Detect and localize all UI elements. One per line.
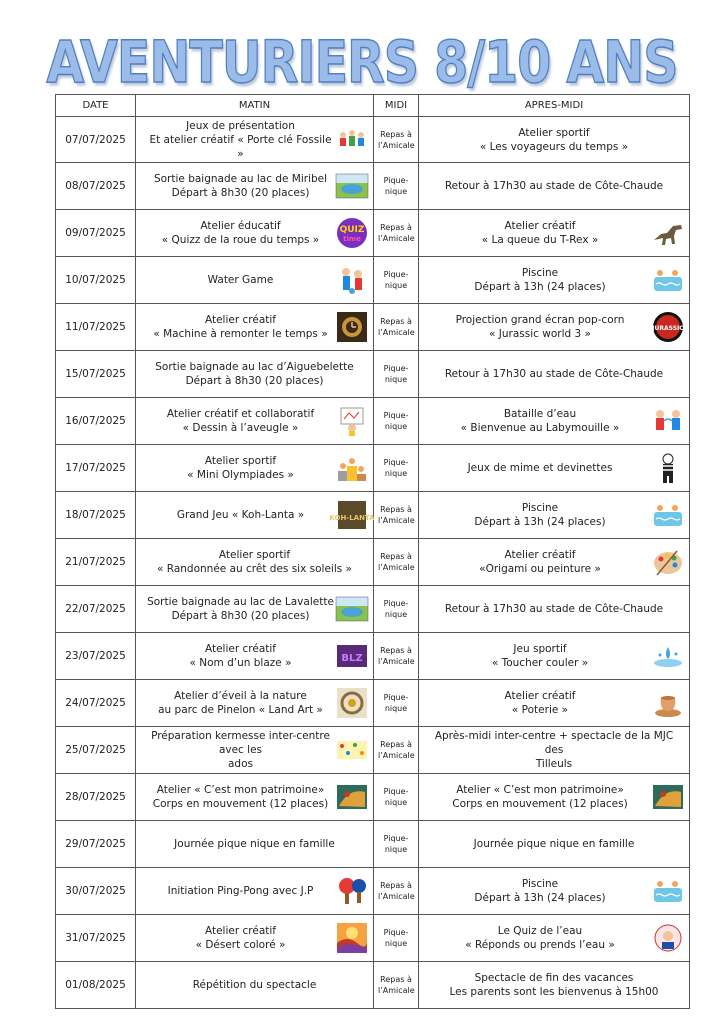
matin-line-2: « Désert coloré » xyxy=(195,939,286,951)
apres-line-2: Tilleuls xyxy=(535,758,573,770)
table-row xyxy=(56,398,690,445)
midi-line-1: Repas à xyxy=(380,646,412,655)
header-matin: MATIN xyxy=(136,95,374,117)
apres-text xyxy=(423,971,685,999)
apres-line-1: Jeux de mime et devinettes xyxy=(467,462,613,474)
apres-text xyxy=(423,729,685,771)
midi-line-1: Pique- xyxy=(383,176,409,185)
matin-line-2: Départ à 8h30 (20 places) xyxy=(185,375,324,387)
date-cell: 18/07/2025 xyxy=(56,492,136,539)
matin-cell xyxy=(136,774,374,821)
matin-line-2: Corps en mouvement (12 places) xyxy=(152,798,329,810)
apres-line-2: «Origami ou peinture » xyxy=(479,563,601,575)
apres-midi-cell xyxy=(419,539,690,586)
apres-line-2: Départ à 13h (24 places) xyxy=(474,892,606,904)
matin-line-1: Grand Jeu « Koh-Lanta » xyxy=(176,509,305,521)
apres-text xyxy=(423,689,685,717)
apres-line-1: Atelier « C’est mon patrimoine» xyxy=(456,784,624,796)
apres-midi-cell xyxy=(419,868,690,915)
apres-line-1: Journée pique nique en famille xyxy=(473,838,635,850)
table-row xyxy=(56,445,690,492)
paint-palette-icon-image xyxy=(651,545,685,579)
midi-line-2: l’Amicale xyxy=(378,563,415,572)
apres-midi-cell xyxy=(419,351,690,398)
drawing-child-illustration-image xyxy=(335,404,369,438)
midi-line-1: Pique- xyxy=(383,928,409,937)
matin-cell xyxy=(136,680,374,727)
apres-line-1: Le Quiz de l’eau xyxy=(497,925,583,937)
matin-line-2: « Machine à remonter le temps » xyxy=(153,328,328,340)
apres-line-1: Atelier créatif xyxy=(504,549,576,561)
matin-cell xyxy=(136,821,374,868)
apres-text xyxy=(423,501,685,529)
matin-text xyxy=(140,837,369,851)
date-cell: 24/07/2025 xyxy=(56,680,136,727)
matin-line-1: Atelier créatif xyxy=(204,314,276,326)
apres-text xyxy=(423,548,685,576)
midi-line-2: nique xyxy=(384,281,408,290)
matin-line-2: ados xyxy=(228,758,253,770)
apres-line-2: « Poterie » xyxy=(511,704,569,716)
mime-illustration-image xyxy=(651,451,685,485)
matin-line-1: Atelier sportif xyxy=(204,455,277,467)
svg-text:BLZ: BLZ xyxy=(341,653,363,664)
midi-line-2: l’Amicale xyxy=(378,234,415,243)
midi-line-1: Pique- xyxy=(383,458,409,467)
table-row xyxy=(56,962,690,1009)
matin-cell xyxy=(136,257,374,304)
midi-line-2: l’Amicale xyxy=(378,140,415,150)
midi-line-2: nique xyxy=(384,610,408,619)
apres-line-2: Les parents sont les bienvenus à 15h00 xyxy=(449,986,659,998)
matin-cell xyxy=(136,398,374,445)
date-cell: 23/07/2025 xyxy=(56,633,136,680)
matin-cell xyxy=(136,351,374,398)
table-row xyxy=(56,117,690,163)
matin-line-2: au parc de Pinelon « Land Art » xyxy=(158,704,323,716)
apres-midi-cell xyxy=(419,117,690,163)
date-cell: 17/07/2025 xyxy=(56,445,136,492)
date-cell: 29/07/2025 xyxy=(56,821,136,868)
date-cell: 21/07/2025 xyxy=(56,539,136,586)
midi-cell xyxy=(374,445,419,492)
apres-midi-cell xyxy=(419,962,690,1009)
olympics-podium-illustration-image xyxy=(335,451,369,485)
midi-line-1: Pique- xyxy=(383,599,409,608)
apres-text xyxy=(423,877,685,905)
matin-line-1: Atelier « C’est mon patrimoine» xyxy=(156,784,325,796)
midi-cell xyxy=(374,727,419,774)
svg-text:JURASSIC: JURASSIC xyxy=(652,325,684,332)
midi-line-2: l’Amicale xyxy=(378,328,415,337)
table-row xyxy=(56,774,690,821)
date-cell: 28/07/2025 xyxy=(56,774,136,821)
midi-line-2: nique xyxy=(384,422,408,431)
midi-line-1: Repas à xyxy=(380,881,412,890)
midi-line-1: Repas à xyxy=(380,317,412,326)
midi-line-1: Pique- xyxy=(383,787,409,796)
matin-line-1: Sortie baignade au lac de Lavalette xyxy=(147,596,334,608)
matin-line-2: « Quizz de la roue du temps » xyxy=(161,234,320,246)
midi-line-1: Repas à xyxy=(380,129,412,139)
apres-midi-cell xyxy=(419,445,690,492)
matin-cell xyxy=(136,727,374,774)
matin-line-1: Atelier créatif xyxy=(204,925,276,937)
matin-cell xyxy=(136,915,374,962)
midi-line-1: Repas à xyxy=(380,223,412,232)
time-machine-illustration-image xyxy=(335,310,369,344)
matin-line-1: Préparation kermesse inter-centre avec les xyxy=(151,730,330,756)
midi-line-2: nique xyxy=(384,187,408,196)
midi-line-1: Pique- xyxy=(383,270,409,279)
midi-line-2: l’Amicale xyxy=(378,516,415,525)
table-row xyxy=(56,492,690,539)
midi-cell xyxy=(374,257,419,304)
water-fight-kids-illustration-image xyxy=(651,404,685,438)
date-cell: 08/07/2025 xyxy=(56,163,136,210)
matin-cell xyxy=(136,163,374,210)
matin-line-2: « Mini Olympiades » xyxy=(187,469,294,481)
apres-midi-cell xyxy=(419,915,690,962)
matin-line-1: Répétition du spectacle xyxy=(192,979,317,991)
apres-text xyxy=(423,783,685,811)
apres-midi-cell xyxy=(419,257,690,304)
midi-line-1: Pique- xyxy=(383,411,409,420)
date-cell: 16/07/2025 xyxy=(56,398,136,445)
graffiti-name-illustration-image xyxy=(335,639,369,673)
matin-line-1: Sortie baignade au lac d’Aiguebelette xyxy=(155,361,354,373)
apres-line-2: « Réponds ou prends l’eau » xyxy=(465,939,615,951)
apres-midi-cell xyxy=(419,821,690,868)
apres-line-1: Bataille d’eau xyxy=(503,408,577,420)
midi-cell xyxy=(374,915,419,962)
midi-line-2: l’Amicale xyxy=(378,986,415,995)
table-row xyxy=(56,351,690,398)
kids-activity-illustration-image xyxy=(335,123,369,157)
midi-line-1: Pique- xyxy=(383,834,409,843)
midi-cell xyxy=(374,210,419,257)
matin-cell xyxy=(136,117,374,163)
midi-line-2: nique xyxy=(384,469,408,478)
ping-pong-icon-image xyxy=(335,874,369,908)
matin-line-2: Départ à 8h30 (20 places) xyxy=(171,610,310,622)
matin-line-1: Atelier sportif xyxy=(218,549,291,561)
matin-line-1: Initiation Ping-Pong avec J.P xyxy=(167,885,314,897)
apres-midi-cell xyxy=(419,398,690,445)
midi-line-1: Repas à xyxy=(380,552,412,561)
matin-line-1: Atelier créatif xyxy=(204,643,276,655)
table-row xyxy=(56,586,690,633)
apres-line-2: « Bienvenue au Labymouille » xyxy=(460,422,620,434)
matin-text xyxy=(140,360,369,388)
apres-text xyxy=(423,367,685,381)
matin-text xyxy=(140,548,369,576)
date-cell: 25/07/2025 xyxy=(56,727,136,774)
swimming-pool-illustration-image xyxy=(651,498,685,532)
midi-cell xyxy=(374,680,419,727)
matin-line-1: Sortie baignade au lac de Miribel xyxy=(153,173,328,185)
table-row xyxy=(56,163,690,210)
matin-cell xyxy=(136,492,374,539)
program-table xyxy=(55,94,690,1009)
apres-midi-cell xyxy=(419,586,690,633)
apres-text xyxy=(423,837,685,851)
apres-line-1: Atelier créatif xyxy=(504,690,576,702)
date-cell: 11/07/2025 xyxy=(56,304,136,351)
matin-cell xyxy=(136,868,374,915)
matin-text xyxy=(140,978,369,992)
apres-line-1: Piscine xyxy=(521,502,559,514)
table-row xyxy=(56,210,690,257)
apres-text xyxy=(423,602,685,616)
apres-text xyxy=(423,461,685,475)
apres-midi-cell xyxy=(419,727,690,774)
header-midi: MIDI xyxy=(374,95,419,117)
quiz-time-logo-image xyxy=(335,216,369,250)
midi-line-2: l’Amicale xyxy=(378,657,415,666)
apres-line-1: Jeu sportif xyxy=(513,643,567,655)
apres-line-1: Atelier créatif xyxy=(504,220,576,232)
matin-cell xyxy=(136,210,374,257)
apres-line-1: Retour à 17h30 au stade de Côte-Chaude xyxy=(444,603,664,615)
table-row xyxy=(56,257,690,304)
midi-cell xyxy=(374,351,419,398)
pottery-illustration-image xyxy=(651,686,685,720)
apres-text xyxy=(423,126,685,154)
table-row xyxy=(56,304,690,351)
apres-midi-cell xyxy=(419,492,690,539)
midi-line-1: Repas à xyxy=(380,975,412,984)
date-cell: 22/07/2025 xyxy=(56,586,136,633)
apres-text xyxy=(423,642,685,670)
midi-line-2: l’Amicale xyxy=(378,892,415,901)
matin-cell xyxy=(136,445,374,492)
apres-line-2: « Toucher couler » xyxy=(491,657,589,669)
apres-text xyxy=(423,219,685,247)
matin-cell xyxy=(136,539,374,586)
colorful-desert-painting-image xyxy=(335,921,369,955)
water-quiz-illustration-image xyxy=(651,921,685,955)
apres-line-1: Retour à 17h30 au stade de Côte-Chaude xyxy=(444,180,664,192)
apres-midi-cell xyxy=(419,304,690,351)
water-game-kids-illustration-image xyxy=(335,263,369,297)
midi-cell xyxy=(374,962,419,1009)
apres-midi-cell xyxy=(419,210,690,257)
apres-line-2: Départ à 13h (24 places) xyxy=(474,516,606,528)
apres-midi-cell xyxy=(419,680,690,727)
date-cell: 30/07/2025 xyxy=(56,868,136,915)
heritage-painting-image xyxy=(335,780,369,814)
heritage-painting-image xyxy=(651,780,685,814)
date-cell: 15/07/2025 xyxy=(56,351,136,398)
apres-text xyxy=(423,924,685,952)
apres-text xyxy=(423,407,685,435)
date-cell: 31/07/2025 xyxy=(56,915,136,962)
midi-cell xyxy=(374,774,419,821)
matin-cell xyxy=(136,586,374,633)
apres-line-1: Atelier sportif xyxy=(518,126,590,139)
table-row xyxy=(56,727,690,774)
midi-line-2: l’Amicale xyxy=(378,751,415,760)
apres-line-2: « La queue du T-Rex » xyxy=(481,234,599,246)
matin-cell xyxy=(136,633,374,680)
apres-line-1: Projection grand écran pop-corn xyxy=(455,314,625,326)
table-row xyxy=(56,539,690,586)
midi-line-1: Repas à xyxy=(380,740,412,749)
apres-line-2: Corps en mouvement (12 places) xyxy=(452,798,628,810)
apres-line-1: Piscine xyxy=(521,267,559,279)
date-cell: 09/07/2025 xyxy=(56,210,136,257)
midi-cell xyxy=(374,398,419,445)
date-cell: 10/07/2025 xyxy=(56,257,136,304)
matin-line-2: Départ à 8h30 (20 places) xyxy=(171,187,310,199)
apres-line-1: Piscine xyxy=(521,878,559,890)
matin-line-1: Journée pique nique en famille xyxy=(174,838,335,850)
svg-text:QUIZ: QUIZ xyxy=(339,225,365,235)
midi-cell xyxy=(374,868,419,915)
matin-line-2: « Randonnée au crêt des six soleils » xyxy=(157,563,352,575)
midi-line-2: nique xyxy=(384,375,408,384)
matin-line-2: « Dessin à l’aveugle » xyxy=(182,422,299,434)
midi-cell xyxy=(374,492,419,539)
table-row xyxy=(56,868,690,915)
midi-line-1: Pique- xyxy=(383,693,409,702)
kermesse-banner-image xyxy=(335,733,369,767)
matin-line-1: Atelier éducatif xyxy=(200,220,281,232)
apres-midi-cell xyxy=(419,633,690,680)
apres-line-1: Après-midi inter-centre + spectacle de la MJC des xyxy=(434,730,674,756)
midi-cell xyxy=(374,633,419,680)
header-apres-midi: APRES-MIDI xyxy=(419,95,690,117)
apres-text xyxy=(423,266,685,294)
matin-line-1: Jeux de présentation xyxy=(186,119,295,132)
apres-text xyxy=(423,179,685,193)
matin-cell xyxy=(136,304,374,351)
table-header-row xyxy=(56,95,690,117)
midi-line-2: nique xyxy=(384,798,408,807)
page-title: AVENTURIERS 8/10 ANS xyxy=(46,28,678,97)
jurassic-park-logo-image xyxy=(651,310,685,344)
header-date: DATE xyxy=(56,95,136,117)
apres-line-2: « Jurassic world 3 » xyxy=(489,328,591,340)
apres-line-2: Départ à 13h (24 places) xyxy=(474,281,606,293)
apres-line-1: Retour à 17h30 au stade de Côte-Chaude xyxy=(444,368,664,380)
matin-cell xyxy=(136,962,374,1009)
apres-midi-cell xyxy=(419,163,690,210)
matin-line-1: Water Game xyxy=(207,274,274,286)
matin-line-1: Atelier créatif et collaboratif xyxy=(166,408,315,420)
matin-line-2: Et atelier créatif « Porte clé Fossile » xyxy=(149,133,332,160)
midi-line-2: nique xyxy=(384,704,408,713)
date-cell: 01/08/2025 xyxy=(56,962,136,1009)
lake-photo-image xyxy=(335,169,369,203)
midi-cell xyxy=(374,117,419,163)
apres-text xyxy=(423,313,685,341)
lake-photo-image xyxy=(335,592,369,626)
matin-line-1: Atelier d’éveil à la nature xyxy=(174,690,307,702)
apres-line-1: Spectacle de fin des vacances xyxy=(474,972,634,984)
apres-midi-cell xyxy=(419,774,690,821)
svg-text:time: time xyxy=(343,235,361,243)
table-row xyxy=(56,821,690,868)
land-art-photo-image xyxy=(335,686,369,720)
apres-line-2: « Les voyageurs du temps » xyxy=(479,140,629,153)
koh-lanta-logo-image xyxy=(329,498,375,532)
midi-cell xyxy=(374,163,419,210)
midi-cell xyxy=(374,586,419,633)
midi-cell xyxy=(374,539,419,586)
midi-line-1: Repas à xyxy=(380,505,412,514)
matin-line-2: « Nom d’un blaze » xyxy=(189,657,292,669)
swimming-pool-illustration-image xyxy=(651,874,685,908)
table-row xyxy=(56,915,690,962)
midi-line-2: nique xyxy=(384,939,408,948)
midi-line-2: nique xyxy=(384,845,408,854)
table-row xyxy=(56,633,690,680)
midi-cell xyxy=(374,304,419,351)
table-row xyxy=(56,680,690,727)
splash-illustration-image xyxy=(651,639,685,673)
midi-cell xyxy=(374,821,419,868)
t-rex-illustration-image xyxy=(651,216,685,250)
svg-text:KOH-LANTA: KOH-LANTA xyxy=(329,514,375,522)
date-cell: 07/07/2025 xyxy=(56,117,136,163)
swimming-pool-illustration-image xyxy=(651,263,685,297)
midi-line-1: Pique- xyxy=(383,364,409,373)
